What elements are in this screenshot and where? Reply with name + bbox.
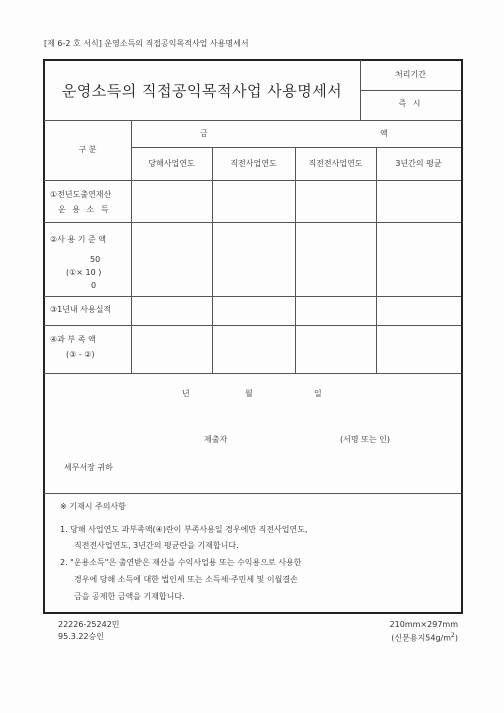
row2-label-line2: 50 — [90, 255, 101, 264]
frame-left — [43, 59, 45, 614]
frame-right — [461, 59, 463, 614]
row2-label-line1: ②사 용 기 준 액 — [50, 235, 106, 244]
row1-bottom-line — [44, 222, 461, 223]
amount-header-line — [131, 147, 461, 148]
amount-header-right: 액 — [380, 129, 388, 138]
col-divider-2 — [295, 147, 296, 373]
column-header-average: 3년간의 평균 — [395, 159, 442, 168]
processing-value: 즉 시 — [398, 99, 423, 108]
date-day-label: 일 — [314, 389, 322, 398]
form-number: [제 6-2 호 서식] 운영소득의 직접공익목적사업 사용명세서 — [44, 39, 249, 48]
row1-label-line2: 운 용 소 득 — [58, 205, 111, 214]
paper-size: 210mm×297mm — [389, 620, 458, 629]
column-header-current: 당해사업연도 — [148, 159, 195, 168]
frame-bottom — [44, 612, 462, 614]
table-top-line — [44, 120, 461, 121]
note1-line2: 직전전사업연도, 3년간의 평균란을 기재합니다. — [74, 541, 239, 550]
row3-label-line1: ③1년내 사용실적 — [50, 305, 112, 314]
note2-line1: 2. "운용소득"은 출연받은 재산을 수익사업용 또는 수익용으로 사용한 — [60, 558, 302, 567]
row2-bottom-line — [44, 296, 461, 297]
note1-line1: 1. 당해 사업연도 과부족액(④)란이 부족사용일 경우에만 직전사업연도, — [60, 525, 308, 534]
date-month-label: 월 — [245, 389, 253, 398]
table-bottom-line — [44, 373, 461, 374]
paper-spec-sup: 2 — [451, 632, 455, 639]
category-divider — [131, 120, 132, 373]
amount-header-left: 금 — [200, 129, 208, 138]
note2-line3: 금을 공제한 금액을 기재합니다. — [74, 592, 185, 601]
signature-bottom-line — [44, 493, 461, 494]
column-header-before-previous: 직전전사업연도 — [308, 159, 363, 168]
note2-line2: 경우에 당해 소득에 대한 법인세 또는 소득세·주민세 및 이월결손 — [74, 575, 298, 584]
col-divider-3 — [376, 147, 377, 373]
category-header: 구 분 — [78, 145, 97, 154]
sign-or-seal-note: (서명 또는 인) — [340, 435, 390, 444]
approval-date: 95.3.22승인 — [58, 632, 104, 641]
row4-label-line1: ④과 부 족 액 — [50, 335, 96, 344]
processing-label: 처리기간 — [395, 70, 426, 79]
row2-label-line3: (①× 10 ) — [66, 268, 102, 277]
col-divider-1 — [212, 147, 213, 373]
paper-spec — [360, 633, 458, 643]
row4-label-line2: (③ - ②) — [66, 350, 95, 359]
form-code: 22226-25242민 — [58, 620, 120, 629]
paper-spec-prefix: (신문용지54g/m — [391, 633, 452, 643]
column-header-previous: 직전사업연도 — [230, 159, 277, 168]
form-title: 운영소득의 직접공익목적사업 사용명세서 — [61, 82, 343, 100]
row2-label-line4: 0 — [91, 281, 97, 290]
addressee: 세무서장 귀하 — [64, 463, 113, 472]
header-bottom-line — [44, 180, 461, 181]
row1-label-line1: ①전년도출연재산 — [50, 190, 112, 199]
paper-spec-suffix: ) — [454, 633, 458, 643]
notes-heading: ※ 기재시 주의사항 — [60, 502, 126, 511]
submitter-label: 제출자 — [204, 435, 228, 444]
date-year-label: 년 — [182, 389, 190, 398]
row3-bottom-line — [44, 325, 461, 326]
frame-top — [44, 59, 462, 61]
processing-divider — [360, 90, 461, 91]
